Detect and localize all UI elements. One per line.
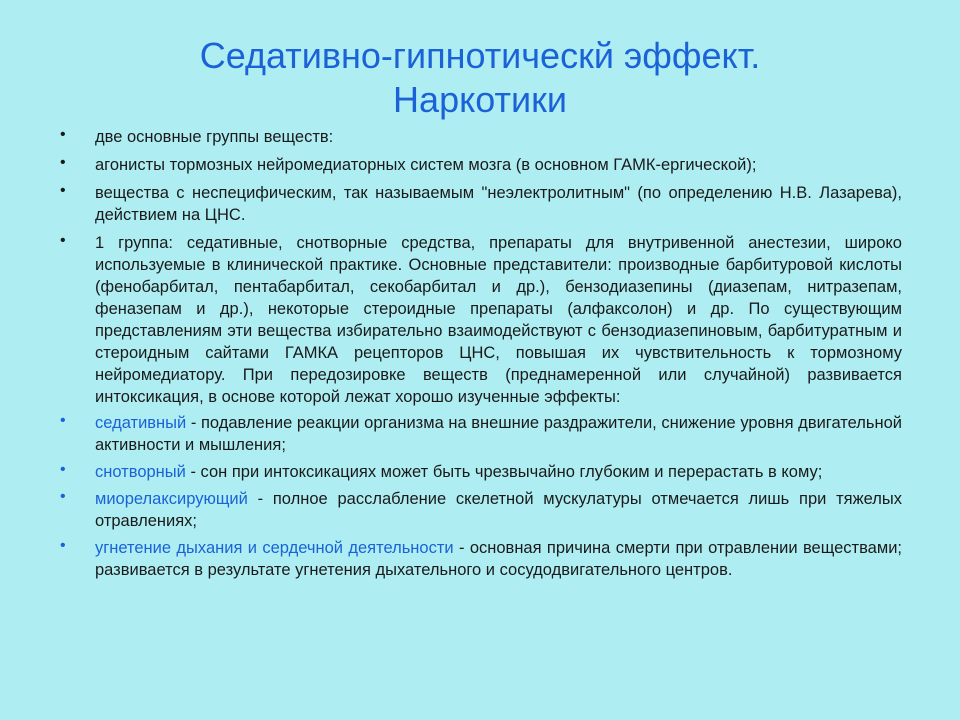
bullet-term: седативный [95,414,187,432]
bullet-dot-icon: • [60,232,66,249]
bullet-text: агонисты тормозных нейромедиаторных систем мозга (в основном ГАМК-ергической); [95,156,757,174]
title-line-2: Наркотики [393,79,567,120]
bullet-text: - сон при интоксикациях может быть чрезвычайно глубоким и перерастать в кому; [185,463,823,481]
bullet-item [54,488,902,532]
slide-title [60,34,900,122]
bullet-term: угнетение дыхания и сердечной деятельности [95,539,454,557]
bullet-item [54,537,902,581]
bullet-item [54,232,902,408]
bullet-text: - основная причина смерти при отравлении веществами; развивается в результате угнетения дыхательного и сосудодвигательного центров. [95,539,902,579]
bullet-dot-icon: • [60,182,66,199]
bullet-dot-icon: • [60,461,66,478]
bullet-item [54,412,902,456]
bullet-text: - полное расслабление скелетной мускулатуры отмечается лишь при тяжелых отравлениях; [95,490,902,530]
bullet-dot-icon: • [60,412,66,429]
bullet-item [54,126,902,148]
bullet-dot-icon: • [60,488,66,505]
bullet-text: 1 группа: седативные, снотворные средства, препараты для внутривенной анестезии, широко используемые в клинической практике. Основные представители: производные барбитуровой кислоты (фенобарбитал, пентабарбитал, секобарбитал и др.), бензодиазепины (диазепам, нитразепам, феназепам и др.), некоторые стероидные препараты (алфаксолон) и др. По существующим представлениям эти вещества избирательно взаимодействуют с бензодиазепиновым, барбитуратным и стероидным сайтами ГАМКА рецепторов ЦНС, повышая их чувствительность к тормозному нейромедиатору. При передозировке веществ (преднамеренной или случайной) развивается интоксикация, в основе которой лежат хорошо изученные эффекты: [95,234,902,406]
bullet-term: миорелаксирующий [95,490,248,508]
bullet-item [54,461,902,483]
bullet-list [54,126,902,585]
bullet-item [54,154,902,176]
bullet-text: вещества с неспецифическим, так называемым "неэлектролитным" (по определению Н.В. Лазарева), действием на ЦНС. [95,184,902,224]
bullet-item [54,182,902,226]
bullet-text: две основные группы веществ: [95,128,334,146]
bullet-dot-icon: • [60,126,66,143]
bullet-dot-icon: • [60,537,66,554]
bullet-dot-icon: • [60,154,66,171]
title-line-1: Седативно-гипнотическй эффект. [199,35,761,76]
bullet-text: - подавление реакции организма на внешние раздражители, снижение уровня двигательной активности и мышления; [95,414,902,454]
bullet-term: снотворный [95,463,186,481]
